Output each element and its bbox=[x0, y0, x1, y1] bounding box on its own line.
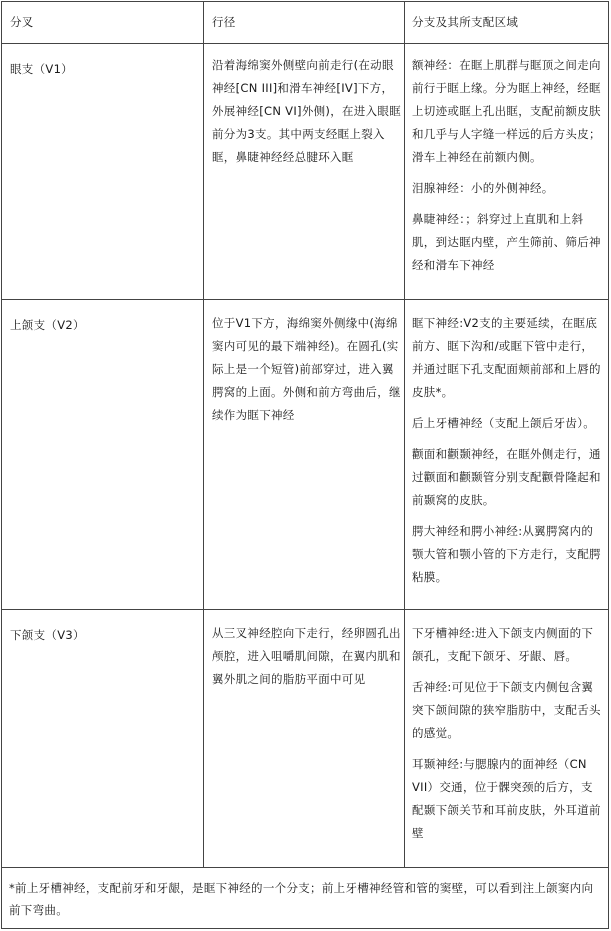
path-text: 沿着海绵窦外侧壁向前走行(在动眼神经[CN III]和滑车神经[IV]下方，外展神经[CN VI]外侧)，在进入眼眶前分为3支。其中两支经眶上裂入眶，鼻睫神经经总腱环入眶 bbox=[212, 58, 402, 164]
table-row bbox=[2, 44, 608, 300]
branch-cell bbox=[2, 610, 204, 867]
areas-list bbox=[412, 312, 604, 597]
branch-name: 下颌支（V3） bbox=[10, 628, 85, 642]
area-item: 鼻睫神经：；斜穿过上直肌和上斜肌，到达眶内壁，产生筛前、筛后神经和滑车下神经 bbox=[412, 212, 601, 272]
table-row bbox=[2, 300, 608, 610]
path-cell bbox=[204, 300, 405, 609]
areas-list bbox=[412, 622, 604, 853]
area-item: 泪腺神经：小的外侧神经。 bbox=[412, 181, 554, 195]
path-text: 从三叉神经腔向下走行，经卵圆孔出颅腔，进入咀嚼肌间隙，在翼内肌和翼外肌之间的脂肪平面中可见 bbox=[212, 626, 401, 686]
header-areas-label: 分支及其所支配区域 bbox=[412, 15, 519, 29]
area-item: 腭大神经和腭小神经:从翼腭窝内的颚大管和颚小管的下方走行，支配腭粘膜。 bbox=[412, 524, 601, 584]
areas-list bbox=[412, 54, 604, 285]
area-item: 后上牙槽神经（支配上颌后牙齿）。 bbox=[412, 416, 596, 430]
header-cell-areas bbox=[405, 2, 608, 43]
area-item: 眶下神经:V2支的主要延续，在眶底前方、眶下沟和/或眶下管中走行，并通过眶下孔支配面颊前部和上唇的皮肤*。 bbox=[412, 316, 601, 399]
area-item: 耳颞神经:与腮腺内的面神经（CN VII）交通，位于髁突颈的后方，支配颞下颌关节和耳前皮肤，外耳道前壁 bbox=[412, 757, 601, 840]
branch-name: 眼支（V1） bbox=[10, 62, 73, 76]
branch-cell bbox=[2, 44, 204, 299]
footnote-row bbox=[2, 868, 608, 928]
path-cell bbox=[204, 610, 405, 867]
path-cell bbox=[204, 44, 405, 299]
header-cell-branch bbox=[2, 2, 204, 43]
table-row bbox=[2, 610, 608, 868]
areas-cell bbox=[405, 610, 608, 867]
branch-cell bbox=[2, 300, 204, 609]
area-item: 额神经：在眶上肌群与眶顶之间走向前行于眶上缘。分为眶上神经，经眶上切迹或眶上孔出眶，支配前额皮肤和几乎与人字缝一样远的后方头皮；滑车上神经在前额内侧。 bbox=[412, 58, 601, 164]
header-cell-path bbox=[204, 2, 405, 43]
header-path-label: 行径 bbox=[212, 15, 236, 29]
branch-name: 上颌支（V2） bbox=[10, 318, 85, 332]
table-header-row bbox=[2, 2, 608, 44]
path-text: 位于V1下方，海绵窦外侧缘中(海绵窦内可见的最下端神经)。在圆孔(实际上是一个短管)前部穿过，进入翼腭窝的上面。外侧和前方弯曲后，继续作为眶下神经 bbox=[212, 316, 401, 422]
footnote-text: *前上牙槽神经，支配前牙和牙龈，是眶下神经的一个分支；前上牙槽神经管和管的窦壁，可以看到注上颌窦内向前下弯曲。 bbox=[9, 881, 594, 917]
footnote-cell bbox=[2, 868, 608, 928]
area-item: 下牙槽神经:进入下颌支内侧面的下颌孔，支配下颌牙、牙龈、唇。 bbox=[412, 626, 594, 663]
area-item: 舌神经:可见位于下颌支内侧包含翼突下颌间隙的狭窄脂肪中，支配舌头的感觉。 bbox=[412, 680, 601, 740]
header-branch-label: 分叉 bbox=[10, 15, 34, 29]
nerve-table bbox=[1, 1, 609, 929]
area-item: 颧面和颧颞神经，在眶外侧走行，通过颧面和颧颞管分别支配颧骨隆起和前颞窝的皮肤。 bbox=[412, 447, 601, 507]
areas-cell bbox=[405, 300, 608, 609]
areas-cell bbox=[405, 44, 608, 299]
